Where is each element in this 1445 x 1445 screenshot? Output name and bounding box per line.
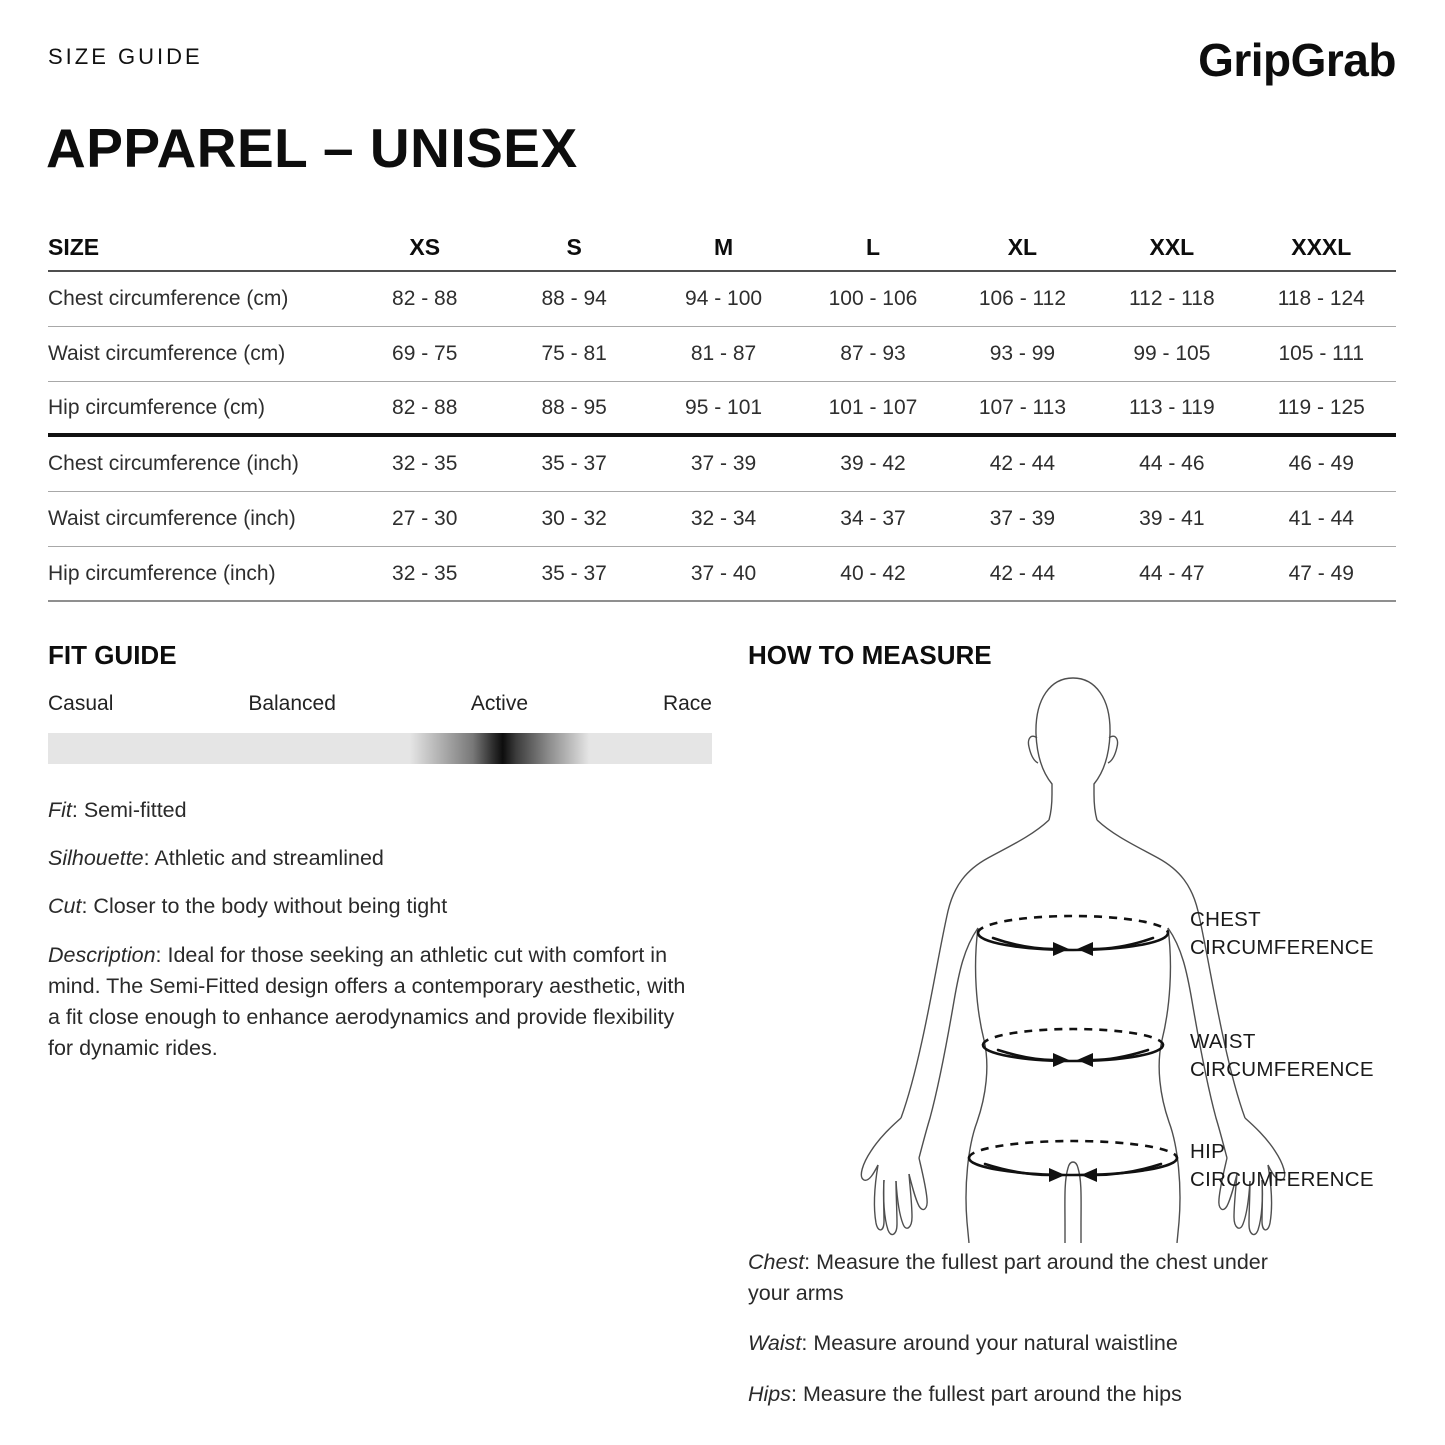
size-table-header-cell: XS [409, 233, 441, 260]
size-table-row [48, 272, 1396, 327]
measure-instruction [748, 1328, 1296, 1359]
chest-ellipse-dashed [978, 916, 1168, 933]
measure-instruction-text: : Measure the fullest part around the hips [791, 1381, 1182, 1406]
size-table-cell: 113 - 119 [1129, 395, 1215, 419]
figure-head-outline [1036, 678, 1110, 820]
fit-attribute [48, 843, 696, 874]
size-table-row-label: Chest circumference (cm) [48, 287, 289, 310]
measure-instruction [748, 1379, 1296, 1410]
fit-attribute-label: Cut [48, 894, 82, 919]
figure-left-finger [884, 1180, 897, 1235]
measure-instruction [748, 1247, 1296, 1309]
fit-attribute-label: Silhouette [48, 846, 144, 871]
size-table-header-cell: M [713, 233, 734, 260]
fit-scale-bar [48, 733, 712, 764]
size-table-header-cell: XXL [1149, 233, 1195, 260]
fit-attribute-text: : Closer to the body without being tight [81, 894, 448, 919]
size-table-cell: 99 - 105 [1133, 342, 1211, 365]
fit-attribute-text: : Ideal for those seeking an athletic cut with comfort in mind. The Semi-Fitted design offers a contemporary aesthetic, with a fit close enough to enhance aerodynamics and provide flexibility for dynamic rides. [48, 942, 686, 1061]
size-table-cell: 46 - 49 [1288, 452, 1354, 475]
size-table-cell: 87 - 93 [840, 342, 906, 365]
size-table-row-label: Waist circumference (cm) [48, 342, 286, 365]
fit-attributes [48, 795, 696, 1081]
figure-torso-right [1159, 928, 1180, 1243]
size-table-cell: 40 - 42 [840, 561, 906, 585]
size-table-cell: 118 - 124 [1277, 287, 1365, 310]
waist-circumference-label [1190, 1028, 1374, 1083]
measure-instruction-label: Hips [748, 1381, 792, 1406]
chest-label-line1: CHEST [1190, 908, 1261, 931]
size-table-cell: 88 - 94 [541, 287, 607, 310]
chest-circumference-label [1190, 906, 1374, 961]
size-table-header-row [48, 224, 1396, 272]
size-table-cell: 44 - 46 [1139, 452, 1205, 475]
size-table-cell: 119 - 125 [1277, 395, 1365, 419]
waist-label-line2: CIRCUMFERENCE [1190, 1057, 1374, 1081]
measure-instruction-label: Chest [748, 1250, 805, 1274]
size-table-cell: 82 - 88 [392, 287, 458, 310]
waist-arrowhead-right [1077, 1053, 1093, 1067]
fit-attribute [48, 891, 696, 922]
size-table-cell: 32 - 34 [690, 507, 757, 530]
chest-label-line2: CIRCUMFERENCE [1190, 935, 1374, 959]
measure-instruction-text: : Measure around your natural waistline [801, 1331, 1178, 1356]
size-table-row [48, 547, 1396, 602]
size-table-cell: 42 - 44 [989, 561, 1056, 585]
size-table-row-label: Hip circumference (cm) [48, 395, 266, 419]
size-table-row-label: Waist circumference (inch) [48, 507, 296, 530]
size-table-cell: 112 - 118 [1129, 287, 1215, 310]
size-table-cell: 27 - 30 [392, 507, 458, 530]
hip-arrowhead-right [1081, 1168, 1097, 1182]
figure-left-finger [875, 1165, 884, 1230]
size-table-cell: 81 - 87 [690, 342, 757, 365]
hip-label-line2: CIRCUMFERENCE [1190, 1167, 1374, 1191]
size-table-header-cell: L [865, 233, 881, 260]
size-table-cell: 37 - 40 [690, 561, 757, 585]
size-table-cell: 44 - 47 [1139, 561, 1205, 585]
fit-scale-label: Race [662, 692, 712, 715]
size-table-cell: 32 - 35 [392, 452, 458, 475]
measure-instruction-text: : Measure the fullest part around the chest under your arms [748, 1250, 1268, 1306]
fit-attribute [48, 795, 696, 826]
hip-circumference-label [1190, 1138, 1374, 1193]
fit-attribute-text: : Athletic and streamlined [143, 846, 384, 871]
size-table-row [48, 382, 1396, 437]
size-table-cell: 35 - 37 [541, 452, 607, 475]
size-table-cell: 35 - 37 [541, 561, 607, 585]
size-table-cell: 37 - 39 [989, 507, 1056, 530]
chest-arrowhead-right [1077, 942, 1093, 956]
size-table-header-cell: XL [1007, 233, 1038, 260]
page-title: APPAREL – UNISEX [46, 117, 578, 179]
size-table-row [48, 492, 1396, 547]
size-table-cell: 32 - 35 [392, 561, 458, 585]
size-table-cell: 69 - 75 [392, 342, 458, 365]
size-table-row [48, 437, 1396, 492]
size-table-cell: 30 - 32 [541, 507, 607, 530]
fit-attribute-label: Fit [48, 798, 72, 822]
size-table-cell: 106 - 112 [978, 287, 1067, 310]
size-table-cell: 105 - 111 [1278, 342, 1365, 365]
size-table-cell: 37 - 39 [690, 452, 757, 475]
size-table-cell: 75 - 81 [541, 342, 607, 365]
size-table-cell: 95 - 101 [685, 395, 763, 419]
gripgrab-logo: GripGrab [1198, 34, 1396, 86]
waist-label-line1: WAIST [1190, 1030, 1256, 1053]
size-table-cell: 94 - 100 [685, 287, 763, 310]
size-table-cell: 39 - 41 [1139, 507, 1205, 530]
hip-ellipse-solid [969, 1158, 1177, 1175]
size-table-cell: 41 - 44 [1288, 507, 1354, 530]
size-table-header-cell: S [566, 233, 582, 260]
size-table-cell: 100 - 106 [828, 287, 918, 310]
how-to-measure-heading: HOW TO MEASURE [748, 640, 992, 670]
fit-guide-heading: FIT GUIDE [48, 640, 177, 670]
size-table-cell: 47 - 49 [1288, 561, 1354, 585]
size-table-cell: 88 - 95 [541, 395, 607, 419]
size-table-row-label: Chest circumference (inch) [48, 452, 299, 475]
figure-left-arm-inner [919, 928, 978, 1158]
chest-arrowhead-left [1053, 942, 1069, 956]
fit-scale-label: Active [470, 692, 529, 715]
size-table [48, 224, 1396, 602]
page-kicker: SIZE GUIDE [48, 44, 203, 69]
size-table-cell: 93 - 99 [989, 342, 1056, 365]
waist-ellipse-dashed [983, 1029, 1163, 1045]
figure-left-hand [861, 1118, 901, 1180]
fit-attribute-text: : Semi-fitted [71, 798, 187, 822]
size-table-cell: 34 - 37 [840, 507, 906, 530]
size-table-header-cell: XXXL [1291, 233, 1352, 260]
hip-label-line1: HIP [1190, 1140, 1226, 1163]
figure-torso-left [966, 928, 987, 1243]
fit-scale-labels [48, 692, 712, 716]
hip-ellipse-dashed [969, 1141, 1177, 1158]
size-table-cell: 42 - 44 [989, 452, 1056, 475]
measure-instruction-label: Waist [748, 1331, 802, 1356]
size-table-row [48, 327, 1396, 382]
hip-arrowhead-left [1049, 1168, 1065, 1182]
fit-attribute [48, 940, 696, 1065]
fit-scale-label: Balanced [248, 692, 336, 715]
fit-scale-label: Casual [48, 692, 114, 715]
size-table-header-cell: SIZE [48, 233, 100, 260]
size-table-cell: 107 - 113 [978, 395, 1067, 419]
measure-instructions [748, 1247, 1296, 1429]
fit-attribute-label: Description [48, 942, 156, 967]
size-table-row-label: Hip circumference (inch) [48, 561, 276, 585]
size-table-cell: 82 - 88 [392, 395, 458, 419]
size-table-cell: 39 - 42 [840, 452, 906, 475]
figure-left-finger [896, 1174, 912, 1228]
waist-arrowhead-left [1053, 1053, 1069, 1067]
size-table-cell: 101 - 107 [828, 395, 918, 419]
